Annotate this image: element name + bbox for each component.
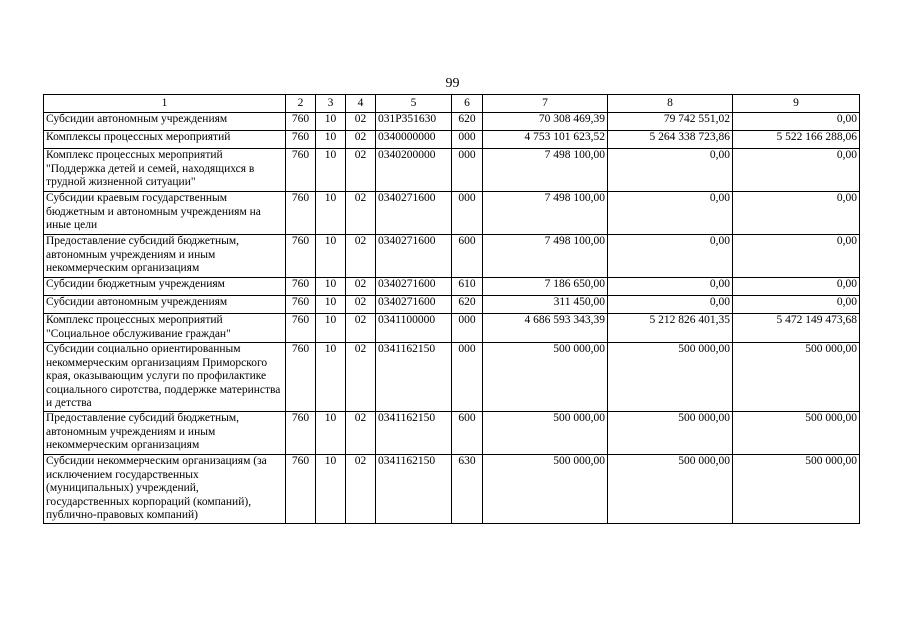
row-code-2: 760 [286, 192, 316, 235]
table-row [44, 113, 860, 131]
row-amount-8: 500 000,00 [608, 455, 733, 524]
row-amount-9: 0,00 [733, 113, 860, 131]
row-name: Субсидии социально ориентированным некоммерческим организациям Приморского края, оказывающим услуги по профилактике социального сиротства, поддержке материнства и детства [44, 343, 286, 412]
row-name: Комплекс процессных мероприятий "Поддержка детей и семей, находящихся в трудной жизненной ситуации" [44, 149, 286, 192]
table-row [44, 131, 860, 149]
row-amount-9: 500 000,00 [733, 412, 860, 455]
row-code-3: 10 [316, 412, 346, 455]
row-code-3: 10 [316, 296, 346, 314]
row-amount-8: 0,00 [608, 235, 733, 278]
row-code-3: 10 [316, 343, 346, 412]
column-header: 9 [733, 95, 860, 113]
row-code-6: 610 [452, 278, 483, 296]
row-code-2: 760 [286, 455, 316, 524]
row-amount-8: 0,00 [608, 192, 733, 235]
row-code-2: 760 [286, 278, 316, 296]
row-code-5: 0340200000 [376, 149, 452, 192]
row-amount-7: 4 686 593 343,39 [483, 314, 608, 343]
row-name: Субсидии бюджетным учреждениям [44, 278, 286, 296]
row-name: Предоставление субсидий бюджетным, автономным учреждениям и иным некоммерческим организациям [44, 412, 286, 455]
column-header: 2 [286, 95, 316, 113]
column-header: 6 [452, 95, 483, 113]
row-amount-9: 500 000,00 [733, 455, 860, 524]
row-amount-9: 0,00 [733, 235, 860, 278]
row-code-4: 02 [346, 343, 376, 412]
row-amount-9: 0,00 [733, 296, 860, 314]
row-code-3: 10 [316, 113, 346, 131]
row-amount-9: 0,00 [733, 278, 860, 296]
row-code-5: 0340271600 [376, 235, 452, 278]
row-code-3: 10 [316, 235, 346, 278]
row-amount-7: 70 308 469,39 [483, 113, 608, 131]
row-amount-7: 311 450,00 [483, 296, 608, 314]
row-amount-7: 7 498 100,00 [483, 235, 608, 278]
row-code-6: 600 [452, 235, 483, 278]
row-amount-7: 500 000,00 [483, 343, 608, 412]
budget-table [43, 94, 860, 524]
row-code-4: 02 [346, 314, 376, 343]
row-code-2: 760 [286, 296, 316, 314]
row-code-6: 000 [452, 192, 483, 235]
row-code-2: 760 [286, 343, 316, 412]
row-name: Комплекс процессных мероприятий "Социальное обслуживание граждан" [44, 314, 286, 343]
row-amount-7: 7 498 100,00 [483, 192, 608, 235]
row-amount-8: 0,00 [608, 278, 733, 296]
row-amount-8: 0,00 [608, 296, 733, 314]
row-code-3: 10 [316, 278, 346, 296]
row-amount-8: 5 264 338 723,86 [608, 131, 733, 149]
row-amount-7: 500 000,00 [483, 455, 608, 524]
row-code-6: 620 [452, 296, 483, 314]
row-code-2: 760 [286, 235, 316, 278]
row-code-5: 0341162150 [376, 343, 452, 412]
row-amount-8: 0,00 [608, 149, 733, 192]
column-header: 8 [608, 95, 733, 113]
header-row [44, 95, 860, 113]
column-header: 1 [44, 95, 286, 113]
column-header: 5 [376, 95, 452, 113]
row-code-3: 10 [316, 455, 346, 524]
row-name: Субсидии автономным учреждениям [44, 113, 286, 131]
table-row [44, 296, 860, 314]
row-amount-7: 7 186 650,00 [483, 278, 608, 296]
row-code-5: 031Р351630 [376, 113, 452, 131]
table-row [44, 314, 860, 343]
row-code-5: 0340271600 [376, 296, 452, 314]
row-amount-9: 5 522 166 288,06 [733, 131, 860, 149]
row-amount-9: 5 472 149 473,68 [733, 314, 860, 343]
row-code-4: 02 [346, 192, 376, 235]
row-code-4: 02 [346, 131, 376, 149]
row-code-4: 02 [346, 296, 376, 314]
row-code-2: 760 [286, 131, 316, 149]
row-code-4: 02 [346, 412, 376, 455]
row-code-4: 02 [346, 113, 376, 131]
row-code-3: 10 [316, 149, 346, 192]
row-code-6: 000 [452, 343, 483, 412]
row-code-6: 000 [452, 314, 483, 343]
row-code-2: 760 [286, 412, 316, 455]
row-code-3: 10 [316, 131, 346, 149]
row-code-6: 630 [452, 455, 483, 524]
row-name: Субсидии автономным учреждениям [44, 296, 286, 314]
table-row [44, 149, 860, 192]
row-amount-9: 0,00 [733, 149, 860, 192]
row-code-5: 0341100000 [376, 314, 452, 343]
row-amount-7: 500 000,00 [483, 412, 608, 455]
row-code-5: 0341162150 [376, 412, 452, 455]
row-code-2: 760 [286, 113, 316, 131]
table-row [44, 455, 860, 524]
table-row [44, 278, 860, 296]
row-code-5: 0340271600 [376, 192, 452, 235]
column-header: 4 [346, 95, 376, 113]
row-code-2: 760 [286, 149, 316, 192]
row-code-3: 10 [316, 192, 346, 235]
row-code-6: 000 [452, 149, 483, 192]
row-code-3: 10 [316, 314, 346, 343]
row-code-6: 620 [452, 113, 483, 131]
row-code-6: 600 [452, 412, 483, 455]
row-code-2: 760 [286, 314, 316, 343]
row-amount-8: 500 000,00 [608, 412, 733, 455]
row-amount-8: 500 000,00 [608, 343, 733, 412]
row-name: Комплексы процессных мероприятий [44, 131, 286, 149]
table-row [44, 343, 860, 412]
table-row [44, 192, 860, 235]
row-code-4: 02 [346, 455, 376, 524]
row-code-4: 02 [346, 149, 376, 192]
table-row [44, 412, 860, 455]
row-code-5: 0340271600 [376, 278, 452, 296]
row-code-5: 0340000000 [376, 131, 452, 149]
row-code-4: 02 [346, 235, 376, 278]
row-amount-9: 500 000,00 [733, 343, 860, 412]
row-code-4: 02 [346, 278, 376, 296]
row-code-6: 000 [452, 131, 483, 149]
column-header: 7 [483, 95, 608, 113]
row-code-5: 0341162150 [376, 455, 452, 524]
row-amount-8: 5 212 826 401,35 [608, 314, 733, 343]
row-amount-7: 7 498 100,00 [483, 149, 608, 192]
row-name: Субсидии некоммерческим организациям (за исключением государственных (муниципальных) учреждений, государственных корпораций (компаний), публично-правовых компаний) [44, 455, 286, 524]
table-row [44, 235, 860, 278]
row-amount-9: 0,00 [733, 192, 860, 235]
row-amount-8: 79 742 551,02 [608, 113, 733, 131]
column-header: 3 [316, 95, 346, 113]
row-name: Предоставление субсидий бюджетным, автономным учреждениям и иным некоммерческим организациям [44, 235, 286, 278]
row-name: Субсидии краевым государственным бюджетным и автономным учреждениям на иные цели [44, 192, 286, 235]
page-number: 99 [445, 76, 460, 91]
row-amount-7: 4 753 101 623,52 [483, 131, 608, 149]
